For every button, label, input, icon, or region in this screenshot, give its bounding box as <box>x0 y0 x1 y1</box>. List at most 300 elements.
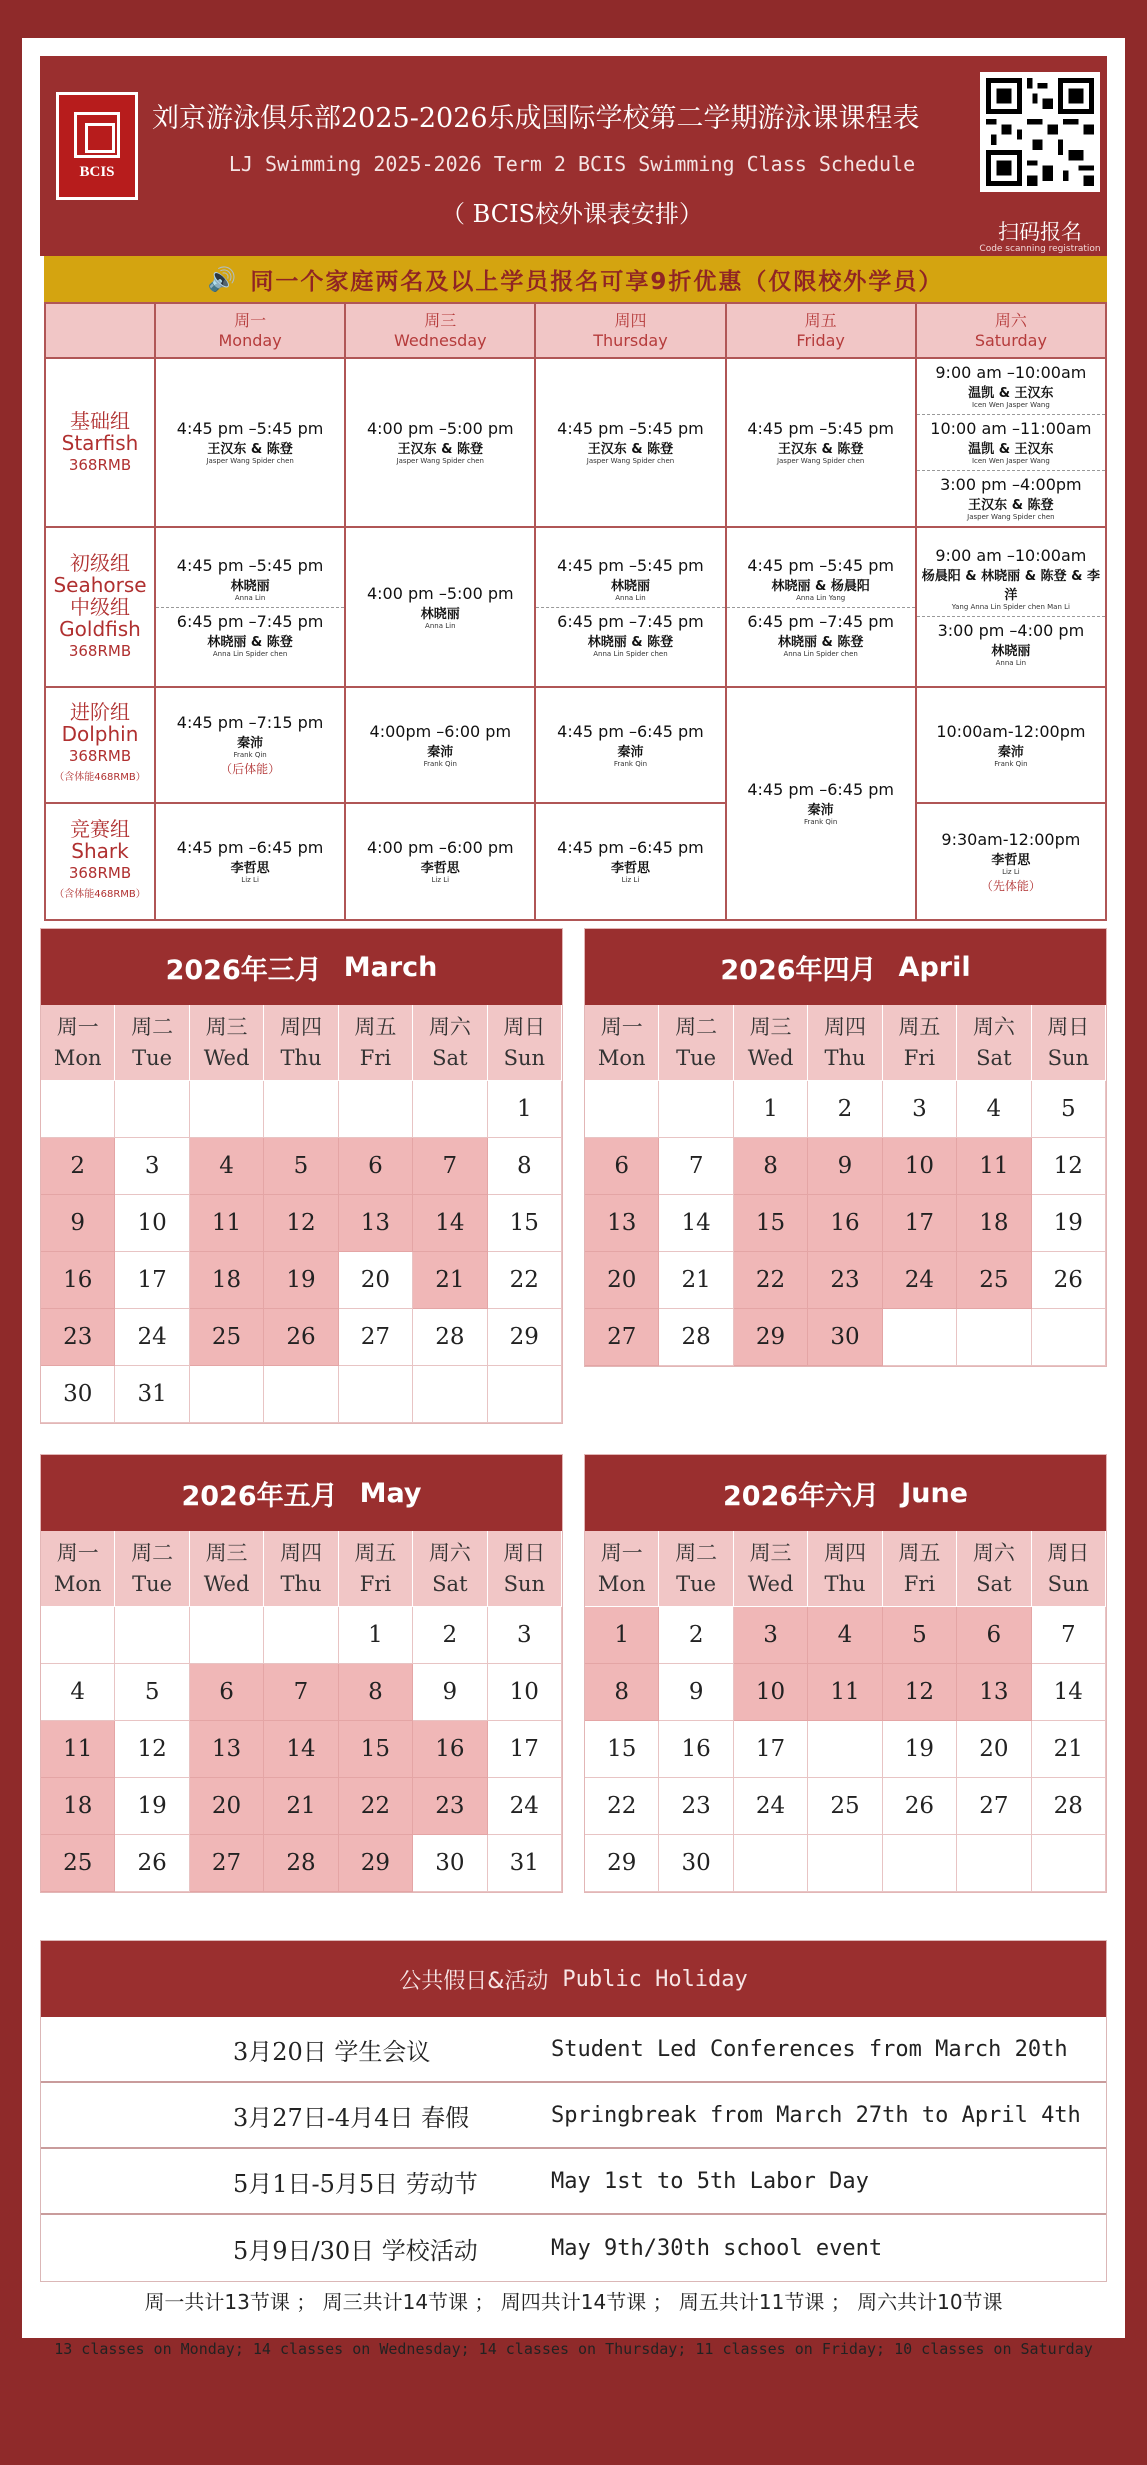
calendar-day: 7 <box>264 1664 338 1721</box>
slot-starfish-wed <box>345 358 535 527</box>
calendar-empty-cell <box>41 1081 115 1138</box>
calendar-day: 6 <box>585 1138 659 1195</box>
weekday-cn: 周五 <box>898 1014 941 1039</box>
calendar-day: 15 <box>734 1195 808 1252</box>
class-slot <box>346 718 534 773</box>
slot-coach-en: Frank Qin <box>423 759 457 768</box>
calendar-grid <box>585 1005 1106 1366</box>
calendar-day: 7 <box>1032 1607 1106 1664</box>
calendar-day: 1 <box>488 1081 562 1138</box>
calendar-grid <box>41 1005 562 1423</box>
weekday-header <box>808 1005 882 1081</box>
calendar-day: 21 <box>264 1778 338 1835</box>
slot-shark-mon <box>155 803 345 920</box>
weekday-en: Wed <box>203 1045 250 1070</box>
weekday-header <box>734 1531 808 1607</box>
weekday-en: Sun <box>1047 1571 1089 1596</box>
slot-starfish-sat <box>916 358 1106 527</box>
holiday-desc-en: May 1st to 5th Labor Day <box>551 2168 869 2194</box>
calendar-day: 26 <box>264 1309 338 1366</box>
slot-seahorse-thu <box>535 527 725 687</box>
holiday-row <box>41 2083 1106 2149</box>
slot-time: 4:00 pm –5:00 pm <box>366 419 514 438</box>
calendar-day: 26 <box>883 1778 957 1835</box>
weekday-en: Fri <box>359 1571 392 1596</box>
slot-time: 6:45 pm –7:45 pm <box>747 611 894 631</box>
calendar-april <box>584 928 1107 1367</box>
slot-time: 3:00 pm –4:00pm <box>940 475 1082 494</box>
calendar-day: 19 <box>264 1252 338 1309</box>
calendar-title-cn: 2026年五月 <box>181 1480 338 1512</box>
weekday-header <box>41 1005 115 1081</box>
slot-coach: 杨晨阳 & 林晓丽 & 陈登 & 李洋 <box>921 569 1100 603</box>
calendar-day: 11 <box>957 1138 1031 1195</box>
slot-time: 9:30am-12:00pm <box>941 829 1081 849</box>
calendar-empty-cell <box>585 1081 659 1138</box>
calendar-day: 6 <box>957 1607 1031 1664</box>
class-slot <box>156 552 344 607</box>
weekday-cn: 周五 <box>898 1540 941 1565</box>
calendar-day: 28 <box>413 1309 487 1366</box>
calendar-day: 26 <box>1032 1252 1106 1309</box>
calendar-day: 30 <box>808 1309 882 1366</box>
weekday-header <box>883 1005 957 1081</box>
discount-text: 同一个家庭两名及以上学员报名可享9折优惠（仅限校外学员） <box>250 268 944 295</box>
header <box>40 56 1107 256</box>
class-slot <box>727 776 915 831</box>
calendar-day <box>808 1721 882 1778</box>
weekday-en: Sat <box>976 1045 1012 1070</box>
slot-dolphin-mon <box>155 687 345 803</box>
calendar-day: 1 <box>734 1081 808 1138</box>
weekday-en: Tue <box>132 1045 173 1070</box>
calendar-day: 30 <box>659 1835 733 1892</box>
calendar-day: 18 <box>957 1195 1031 1252</box>
slot-coach: 林晓丽 & 陈登 <box>207 634 293 650</box>
calendar-day: 2 <box>413 1607 487 1664</box>
slot-time: 4:00 pm –6:00 pm <box>366 838 514 857</box>
calendar-empty-cell <box>41 1607 115 1664</box>
calendar-day: 25 <box>808 1778 882 1835</box>
calendar-day: 7 <box>413 1138 487 1195</box>
calendar-title <box>41 1455 562 1531</box>
calendar-empty-cell <box>488 1366 562 1423</box>
weekday-cn: 周三 <box>749 1014 792 1039</box>
calendar-day: 13 <box>957 1664 1031 1721</box>
calendar-day: 9 <box>41 1195 115 1252</box>
weekday-header <box>1032 1005 1106 1081</box>
class-count-summary-en: 13 classes on Monday; 14 classes on Wednesday; 14 classes on Thursday; 11 classes on Friday; 10 classes on Saturday <box>54 2340 1093 2358</box>
class-slot <box>917 359 1105 414</box>
slot-time: 9:00 am –10:00am <box>935 546 1087 565</box>
weekday-cn: 周二 <box>675 1540 718 1565</box>
class-slot <box>346 580 534 635</box>
weekday-en: Mon <box>597 1571 646 1596</box>
calendar-day: 31 <box>488 1835 562 1892</box>
class-slot <box>536 607 724 663</box>
day-header-saturday: 周六 Saturday <box>916 303 1106 358</box>
calendar-day: 10 <box>115 1195 189 1252</box>
slot-time: 3:00 pm –4:00 pm <box>937 621 1085 640</box>
holiday-row <box>41 2017 1106 2083</box>
slot-time: 4:45 pm –6:45 pm <box>176 838 324 857</box>
calendar-empty-cell <box>957 1835 1031 1892</box>
calendar-day: 23 <box>413 1778 487 1835</box>
slot-coach: 王汉东 & 陈登 <box>587 442 674 457</box>
weekday-header <box>659 1005 733 1081</box>
slot-coach-en: Anna Lin <box>615 593 646 602</box>
weekday-en: Mon <box>53 1571 102 1596</box>
weekday-en: Thu <box>824 1045 866 1070</box>
calendar-day: 22 <box>339 1778 413 1835</box>
calendar-day: 19 <box>883 1721 957 1778</box>
calendar-day: 7 <box>659 1138 733 1195</box>
calendar-day: 9 <box>659 1664 733 1721</box>
calendar-day: 16 <box>659 1721 733 1778</box>
class-slot <box>917 470 1105 526</box>
slot-coach-en: Jasper Wang Spider chen <box>206 457 294 465</box>
weekday-cn: 周一 <box>600 1540 643 1565</box>
weekday-en: Fri <box>903 1571 936 1596</box>
calendar-day: 2 <box>41 1138 115 1195</box>
slot-starfish-mon <box>155 358 345 527</box>
weekday-en: Sun <box>503 1045 545 1070</box>
slot-coach-en: Jasper Wang Spider chen <box>776 457 865 465</box>
calendar-empty-cell <box>264 1366 338 1423</box>
holiday-desc-en: May 9th/30th school event <box>551 2235 883 2261</box>
calendar-day: 8 <box>734 1138 808 1195</box>
class-slot <box>156 607 344 663</box>
slot-time: 4:00 pm –5:00 pm <box>366 583 514 603</box>
slot-time: 4:45 pm –7:15 pm <box>176 713 324 732</box>
slot-time: 9:00 am –10:00am <box>935 363 1087 382</box>
calendar-title <box>585 929 1106 1005</box>
calendar-day: 23 <box>659 1778 733 1835</box>
holiday-desc-en: Springbreak from March 27th to April 4th <box>551 2102 1081 2128</box>
calendar-day: 20 <box>957 1721 1031 1778</box>
calendar-title-en: March <box>343 951 438 983</box>
slot-coach: 王汉东 & 陈登 <box>777 442 864 457</box>
class-count-summary-cn: 周一共计13节课 ； 周三共计14节课 ； 周四共计14节课 ； 周五共计11节课 ； 周六共计10节课 <box>144 2290 1003 2314</box>
group-dolphin: 进阶组 Dolphin 368RMB （含体能468RMB） <box>45 687 155 803</box>
class-slot <box>346 415 534 470</box>
calendar-day: 5 <box>115 1664 189 1721</box>
calendar-day: 5 <box>264 1138 338 1195</box>
slot-coach-en: Liz Li <box>431 876 450 884</box>
calendar-day: 14 <box>1032 1664 1106 1721</box>
calendar-day: 17 <box>734 1721 808 1778</box>
slot-time: 4:45 pm –5:45 pm <box>747 419 894 438</box>
slot-time: 4:45 pm –5:45 pm <box>747 555 894 575</box>
calendar-day: 23 <box>41 1309 115 1366</box>
calendar-day: 5 <box>1032 1081 1106 1138</box>
calendar-day: 4 <box>190 1138 264 1195</box>
weekday-en: Wed <box>203 1571 250 1596</box>
slot-time: 4:45 pm –5:45 pm <box>557 555 704 575</box>
calendar-day: 13 <box>585 1195 659 1252</box>
slot-seahorse-fri <box>726 527 916 687</box>
class-slot <box>917 718 1105 773</box>
calendar-day: 3 <box>115 1138 189 1195</box>
logo-text: BCIS <box>79 163 115 180</box>
calendar-day: 27 <box>585 1309 659 1366</box>
weekday-en: Wed <box>747 1571 794 1596</box>
weekday-cn: 周三 <box>205 1014 248 1039</box>
slot-coach: 秦沛 <box>807 803 834 818</box>
slot-coach-en: Anna Lin Spider chen <box>593 649 668 658</box>
calendar-day: 16 <box>808 1195 882 1252</box>
weekday-header <box>190 1531 264 1607</box>
holiday-row <box>41 2149 1106 2215</box>
slot-coach: 李哲思 <box>420 861 460 876</box>
weekday-header <box>659 1531 733 1607</box>
calendar-empty-cell <box>413 1366 487 1423</box>
calendar-empty-cell <box>339 1366 413 1423</box>
calendar-empty-cell <box>264 1081 338 1138</box>
calendar-day: 8 <box>339 1664 413 1721</box>
class-slot <box>727 552 915 607</box>
weekday-header <box>264 1531 338 1607</box>
slot-time: 10:00 am –11:00am <box>930 419 1092 438</box>
calendar-day: 15 <box>488 1195 562 1252</box>
calendar-day: 12 <box>264 1195 338 1252</box>
slot-coach: 秦沛 <box>997 744 1024 760</box>
slot-time: 4:45 pm –5:45 pm <box>176 555 324 575</box>
weekday-en: Sun <box>1047 1045 1089 1070</box>
row-seahorse-goldfish <box>45 527 1106 687</box>
row-shark <box>45 803 1106 920</box>
slot-coach: 李哲思 <box>991 852 1031 868</box>
weekday-header <box>957 1531 1031 1607</box>
weekday-cn: 周四 <box>823 1014 866 1039</box>
day-header-friday: 周五 Friday <box>726 303 916 358</box>
calendar-empty-cell <box>190 1081 264 1138</box>
calendar-empty-cell <box>957 1309 1031 1366</box>
slot-dolphin-sat <box>916 687 1106 803</box>
slot-time: 6:45 pm –7:45 pm <box>176 611 324 631</box>
slot-coach: 林晓丽 <box>991 644 1031 659</box>
slot-coach: 温凯 & 王汉东 <box>968 386 1054 401</box>
day-header-wednesday: 周三 Wednesday <box>345 303 535 358</box>
weekday-en: Sat <box>432 1571 468 1596</box>
slot-time: 4:45 pm –6:45 pm <box>557 838 704 857</box>
calendar-day: 10 <box>488 1664 562 1721</box>
weekday-header <box>585 1531 659 1607</box>
calendar-day: 21 <box>659 1252 733 1309</box>
class-slot <box>727 607 915 663</box>
calendar-empty-cell <box>115 1607 189 1664</box>
calendar-day: 11 <box>41 1721 115 1778</box>
calendar-day: 15 <box>339 1721 413 1778</box>
slot-coach-en: Jasper Wang Spider chen <box>396 457 484 465</box>
calendar-day: 19 <box>115 1778 189 1835</box>
calendar-title-cn: 2026年四月 <box>720 954 877 986</box>
weekday-en: Tue <box>132 1571 173 1596</box>
calendar-day: 30 <box>41 1366 115 1423</box>
calendar-title-en: June <box>901 1477 968 1509</box>
calendar-day: 11 <box>190 1195 264 1252</box>
calendar-empty-cell <box>659 1081 733 1138</box>
slot-coach: 秦沛 <box>427 744 454 760</box>
slot-coach: 林晓丽 <box>230 578 270 594</box>
slot-coach: 林晓丽 & 陈登 <box>777 634 864 650</box>
class-slot <box>917 826 1105 898</box>
weekday-cn: 周日 <box>1047 1014 1090 1039</box>
slot-coach-en: Anna Lin <box>995 659 1027 667</box>
weekday-header <box>488 1531 562 1607</box>
weekday-en: Tue <box>676 1571 717 1596</box>
slot-coach: 林晓丽 & 陈登 <box>587 634 674 650</box>
calendar-day: 8 <box>488 1138 562 1195</box>
title-cn: 刘京游泳俱乐部2025-2026乐成国际学校第二学期游泳课课程表 <box>152 103 920 134</box>
calendar-empty-cell <box>734 1835 808 1892</box>
slot-coach-en: Frank Qin <box>804 818 838 826</box>
calendar-day: 11 <box>808 1664 882 1721</box>
class-slot <box>917 616 1105 672</box>
calendar-day: 15 <box>585 1721 659 1778</box>
weekday-header <box>413 1005 487 1081</box>
weekday-cn: 周一 <box>600 1014 643 1039</box>
weekday-cn: 周日 <box>1047 1540 1090 1565</box>
weekday-cn: 周三 <box>205 1540 248 1565</box>
calendar-grid <box>41 1531 562 1892</box>
weekday-header <box>41 1531 115 1607</box>
calendar-day: 6 <box>190 1664 264 1721</box>
weekday-header <box>115 1531 189 1607</box>
calendar-day: 4 <box>957 1081 1031 1138</box>
corner-cell <box>45 303 155 358</box>
calendar-day: 2 <box>659 1607 733 1664</box>
slot-coach-en: Anna Lin <box>234 593 266 602</box>
weekday-cn: 周三 <box>749 1540 792 1565</box>
weekday-header <box>585 1005 659 1081</box>
calendar-day: 16 <box>413 1721 487 1778</box>
weekday-cn: 周日 <box>503 1014 546 1039</box>
weekday-header <box>957 1005 1031 1081</box>
class-slot <box>156 834 344 889</box>
calendar-title-cn: 2026年三月 <box>165 954 322 986</box>
slot-time: 4:45 pm –5:45 pm <box>557 419 704 438</box>
qr-code-icon[interactable] <box>980 72 1100 192</box>
weekday-en: Tue <box>676 1045 717 1070</box>
slot-dolphin-wed <box>345 687 535 803</box>
holiday-header <box>41 1941 1106 2017</box>
calendar-day: 21 <box>1032 1721 1106 1778</box>
calendar-day: 9 <box>413 1664 487 1721</box>
weekday-header <box>1032 1531 1106 1607</box>
slot-coach: 温凯 & 王汉东 <box>968 442 1054 457</box>
holiday-title-cn: 公共假日&活动 <box>399 1968 549 1994</box>
class-slot <box>917 542 1105 616</box>
class-slot <box>346 834 534 889</box>
class-slot <box>727 415 915 470</box>
calendar-day: 25 <box>41 1835 115 1892</box>
weekday-header <box>734 1005 808 1081</box>
calendar-day: 29 <box>585 1835 659 1892</box>
weekday-header <box>190 1005 264 1081</box>
calendar-day: 13 <box>339 1195 413 1252</box>
calendar-day: 19 <box>1032 1195 1106 1252</box>
day-header-thursday: 周四 Thursday <box>535 303 725 358</box>
calendar-empty-cell <box>190 1607 264 1664</box>
weekday-en: Thu <box>280 1571 322 1596</box>
weekday-en: Mon <box>597 1045 646 1070</box>
slot-note: （后体能） <box>220 762 281 776</box>
slot-coach-en: Liz Li <box>621 876 640 884</box>
calendar-day: 14 <box>413 1195 487 1252</box>
class-slot <box>536 415 724 470</box>
calendar-empty-cell <box>339 1081 413 1138</box>
slot-coach: 李哲思 <box>610 861 650 876</box>
class-slot <box>156 415 344 470</box>
qr-label-cn: 扫码报名 <box>998 220 1082 244</box>
calendar-empty-cell <box>883 1835 957 1892</box>
slot-dolphin-shark-fri <box>726 687 916 920</box>
class-schedule-table <box>44 302 1107 921</box>
slot-time: 4:45 pm –6:45 pm <box>747 780 894 799</box>
calendar-title-en: May <box>359 1477 422 1509</box>
calendar-day: 24 <box>488 1778 562 1835</box>
slot-coach-en: Anna Lin Spider chen <box>212 649 288 658</box>
slot-coach: 林晓丽 <box>420 606 460 622</box>
slot-coach-en: Yang Anna Lin Spider chen Man Li <box>951 603 1070 611</box>
calendar-day: 24 <box>734 1778 808 1835</box>
calendar-grid <box>585 1531 1106 1892</box>
calendar-day: 29 <box>339 1835 413 1892</box>
slot-coach: 王汉东 & 陈登 <box>968 498 1054 513</box>
slot-coach-en: Liz Li <box>1002 867 1020 876</box>
calendar-day: 17 <box>883 1195 957 1252</box>
calendar-day: 3 <box>488 1607 562 1664</box>
slot-coach-en: Jasper Wang Spider chen <box>586 457 675 465</box>
row-starfish <box>45 358 1106 527</box>
calendar-day: 12 <box>883 1664 957 1721</box>
calendar-day: 27 <box>339 1309 413 1366</box>
calendar-title-cn: 2026年六月 <box>723 1480 880 1512</box>
slot-note: （先体能） <box>980 878 1041 893</box>
holiday-desc-en: Student Led Conferences from March 20th <box>551 2036 1068 2062</box>
calendar-day: 29 <box>734 1309 808 1366</box>
slot-coach-en: Frank Qin <box>613 759 648 768</box>
slot-coach-en: Icen Wen Jasper Wang <box>971 401 1050 409</box>
title-en: LJ Swimming 2025-2026 Term 2 BCIS Swimming Class Schedule <box>228 152 916 176</box>
calendar-day: 29 <box>488 1309 562 1366</box>
class-slot <box>536 834 724 889</box>
slot-seahorse-sat <box>916 527 1106 687</box>
class-slot <box>536 718 724 773</box>
weekday-en: Sun <box>503 1571 545 1596</box>
calendar-day: 1 <box>339 1607 413 1664</box>
weekday-header <box>264 1005 338 1081</box>
calendar-day: 28 <box>1032 1778 1106 1835</box>
weekday-header <box>115 1005 189 1081</box>
slot-coach-en: Jasper Wang Spider chen <box>967 513 1055 521</box>
slot-shark-sat <box>916 803 1106 920</box>
row-dolphin <box>45 687 1106 803</box>
calendar-day: 25 <box>190 1309 264 1366</box>
weekday-cn: 周五 <box>354 1014 397 1039</box>
slot-coach: 王汉东 & 陈登 <box>207 442 293 457</box>
slot-coach: 林晓丽 <box>610 578 650 594</box>
slot-coach-en: Frank Qin <box>994 759 1028 768</box>
holiday-date-cn: 3月20日 学生会议 <box>233 2037 431 2066</box>
class-slot <box>917 414 1105 470</box>
weekday-cn: 周二 <box>131 1014 174 1039</box>
public-holiday-table <box>40 1940 1107 2282</box>
calendar-empty-cell <box>808 1835 882 1892</box>
slot-shark-wed <box>345 803 535 920</box>
calendar-title <box>41 929 562 1005</box>
